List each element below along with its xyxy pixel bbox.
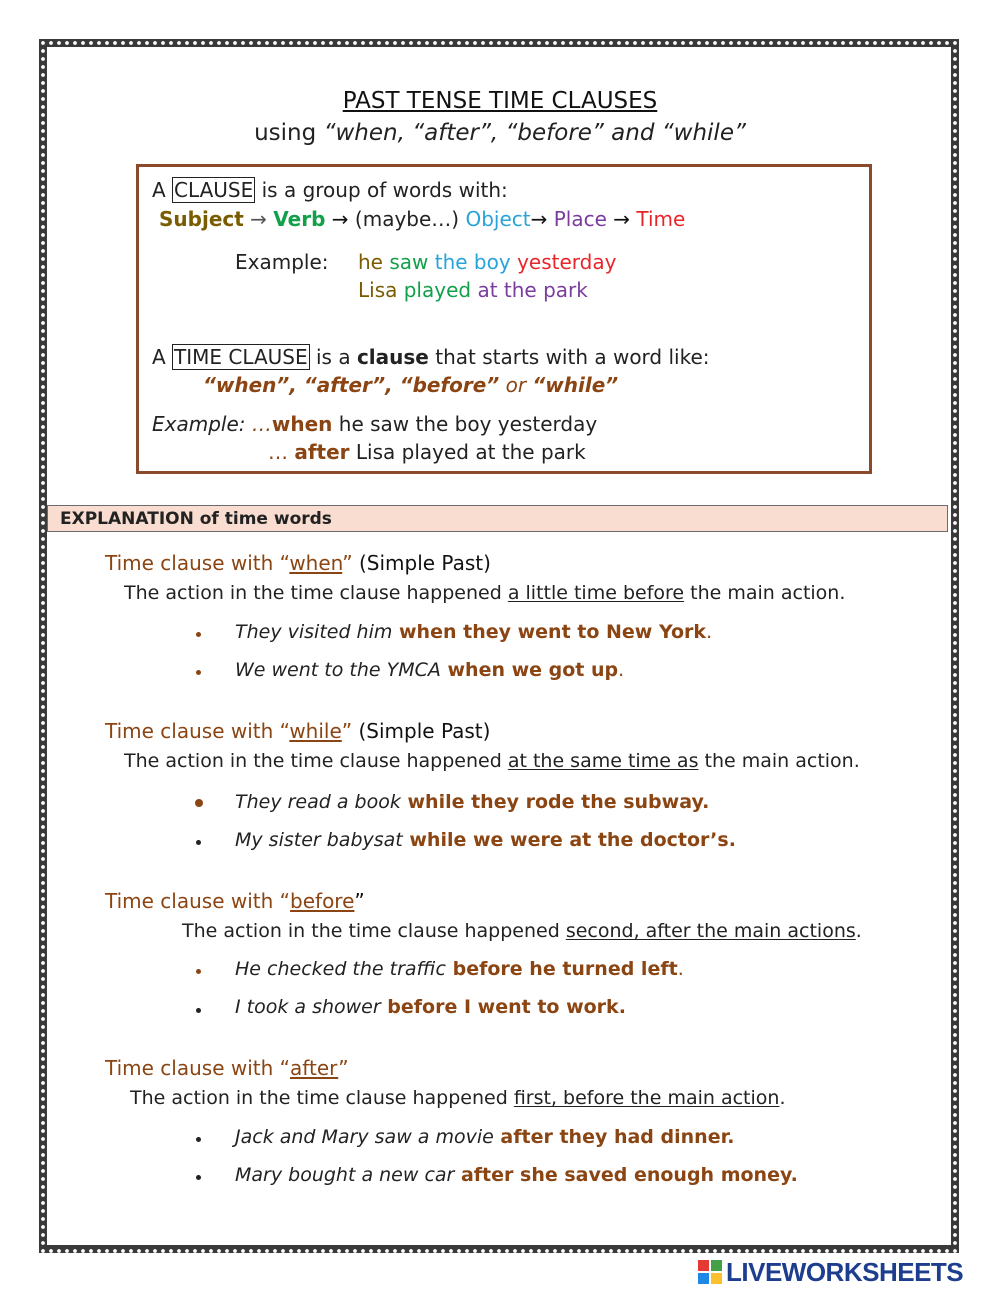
page-subtitle bbox=[0, 120, 1000, 146]
section-before-example-1: He checked the traffic before he turned left. bbox=[235, 958, 684, 980]
example-1: he saw the boy yesterday bbox=[358, 250, 617, 274]
order-place: Place bbox=[553, 207, 607, 231]
bullet bbox=[196, 840, 201, 845]
subtitle-prefix: using bbox=[254, 120, 324, 146]
bullet bbox=[196, 670, 201, 675]
section-while-desc: The action in the time clause happened at the same time as the main action. bbox=[124, 750, 860, 772]
time-words: “when”, “after”, “before” or “while” bbox=[203, 373, 619, 397]
section-after-example-2: Mary bought a new car after she saved enough money. bbox=[235, 1164, 798, 1186]
clause-definition: A CLAUSE is a group of words with: bbox=[152, 178, 508, 202]
logo-mark-icon bbox=[698, 1260, 722, 1284]
section-while-example-1: They read a book while they rode the subway. bbox=[235, 791, 710, 813]
time-clause-definition: A TIME CLAUSE is a clause that starts with a word like: bbox=[152, 345, 710, 369]
section-before-example-2: I took a shower before I went to work. bbox=[235, 996, 626, 1018]
section-after-title: Time clause with “after” bbox=[105, 1056, 349, 1080]
section-when-example-1: They visited him when they went to New York. bbox=[235, 621, 713, 643]
section-while-example-2: My sister babysat while we were at the doctor’s. bbox=[235, 829, 736, 851]
time-clause-example-2: … after Lisa played at the park bbox=[268, 440, 586, 464]
subtitle-words: “when, “after”, “before” and “while” bbox=[323, 120, 746, 146]
clause-term: CLAUSE bbox=[174, 178, 254, 202]
section-when-example-2: We went to the YMCA when we got up. bbox=[235, 659, 625, 681]
time-clause-example-1: Example: …when he saw the boy yesterday bbox=[152, 412, 598, 436]
logo-text: LIVEWORKSHEETS bbox=[726, 1257, 964, 1287]
section-before-title: Time clause with “before” bbox=[105, 889, 365, 913]
bullet bbox=[196, 632, 201, 637]
order-maybe: (maybe…) bbox=[354, 207, 460, 231]
section-before-desc: The action in the time clause happened second, after the main actions. bbox=[182, 920, 862, 942]
section-while-title: Time clause with “while” (Simple Past) bbox=[105, 719, 491, 743]
bullet bbox=[195, 799, 203, 807]
order-subject: Subject bbox=[159, 207, 244, 231]
order-time: Time bbox=[636, 207, 686, 231]
section-after-example-1: Jack and Mary saw a movie after they had dinner. bbox=[235, 1126, 735, 1148]
page-title: PAST TENSE TIME CLAUSES bbox=[342, 88, 658, 114]
section-when-title: Time clause with “when” (Simple Past) bbox=[105, 551, 491, 575]
example-2: Lisa played at the park bbox=[358, 278, 588, 302]
order-object: Object bbox=[465, 207, 531, 231]
order-verb: Verb bbox=[273, 207, 326, 231]
bullet bbox=[196, 1008, 201, 1013]
bullet bbox=[196, 1175, 201, 1180]
section-when-desc: The action in the time clause happened a little time before the main action. bbox=[124, 582, 846, 604]
bullet bbox=[196, 1137, 201, 1142]
time-clause-term: TIME CLAUSE bbox=[174, 345, 308, 369]
bullet bbox=[196, 969, 201, 974]
section-after-desc: The action in the time clause happened first, before the main action. bbox=[130, 1087, 786, 1109]
explanation-header: EXPLANATION of time words bbox=[47, 505, 948, 532]
example-label: Example: bbox=[235, 250, 329, 274]
clause-order: Subject → Verb → (maybe…) Object→ Place → Time bbox=[159, 207, 686, 231]
